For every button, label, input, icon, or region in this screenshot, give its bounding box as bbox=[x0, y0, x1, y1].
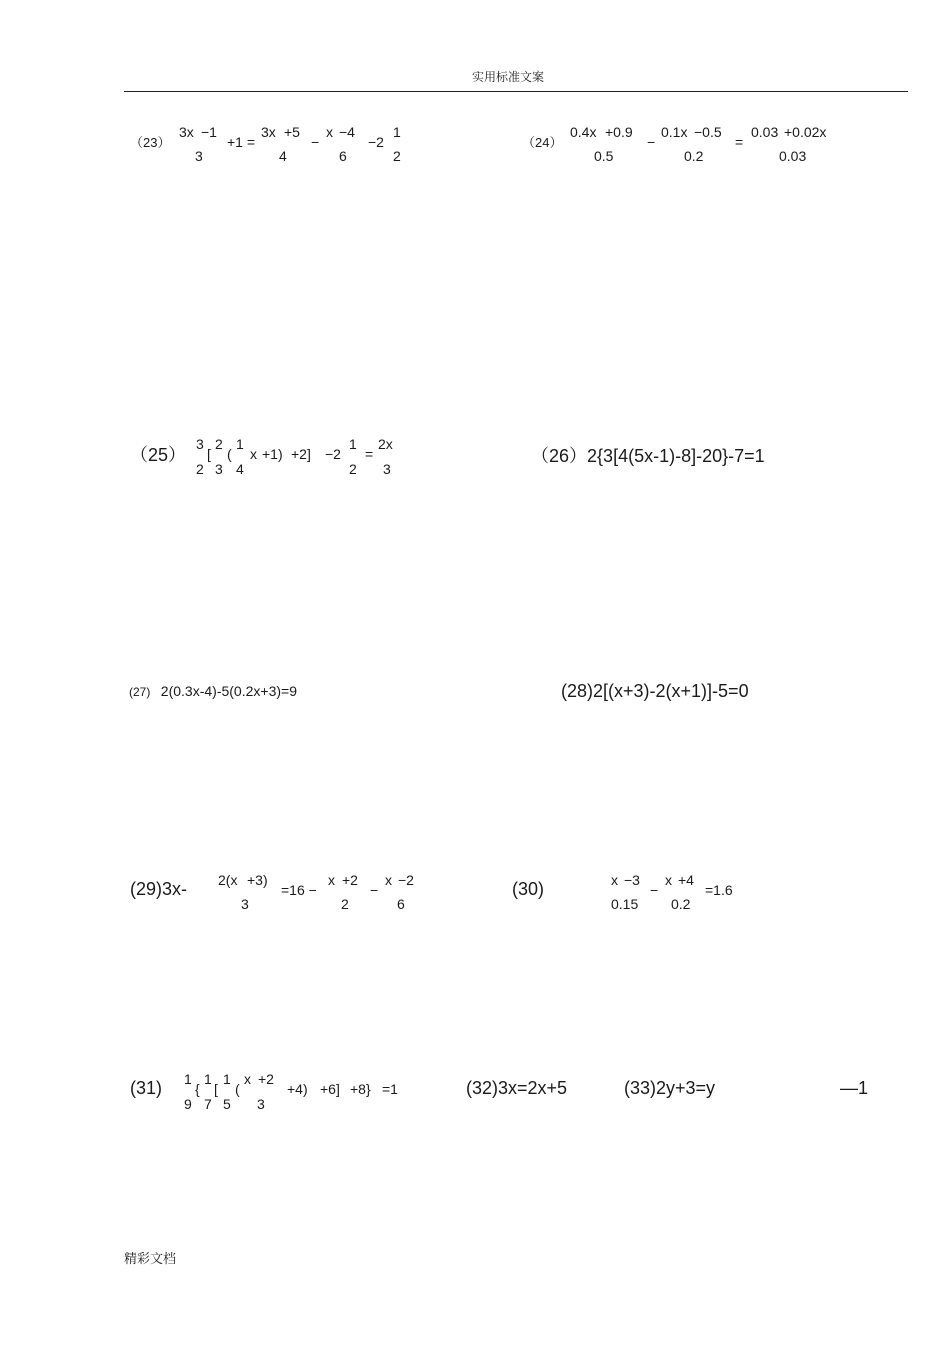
numerator-term: +0.02x bbox=[784, 124, 827, 140]
numerator-term: x bbox=[326, 124, 333, 140]
problem-33: (33)2y+3=y bbox=[624, 1078, 716, 1098]
denominator: 5 bbox=[223, 1096, 231, 1112]
trailing-text: —1 bbox=[840, 1078, 869, 1098]
numerator-term: −2 bbox=[398, 872, 414, 888]
problem-26 bbox=[531, 442, 765, 468]
numerator-term: 2 bbox=[215, 436, 223, 452]
numerator-term: +4 bbox=[678, 872, 694, 888]
denominator: 6 bbox=[339, 148, 347, 164]
denominator: 0.2 bbox=[684, 148, 704, 164]
operator: = bbox=[365, 446, 374, 462]
numerator-term: x bbox=[611, 872, 618, 888]
numerator-term: 1 bbox=[236, 436, 244, 452]
numerator-term: x bbox=[385, 872, 392, 888]
denominator: 2 bbox=[393, 148, 401, 164]
denominator: 6 bbox=[397, 896, 405, 912]
problem-label: （25） bbox=[130, 445, 187, 465]
numerator-term: 0.03 bbox=[751, 124, 779, 140]
denominator: 3 bbox=[215, 461, 223, 477]
denominator: 2 bbox=[349, 461, 357, 477]
problem-label: (31) bbox=[130, 1078, 163, 1098]
header-rule bbox=[124, 91, 908, 92]
operator: − bbox=[370, 882, 379, 898]
numerator-term: +2 bbox=[342, 872, 358, 888]
denominator: 3 bbox=[195, 148, 203, 164]
problem-label: (29)3x- bbox=[130, 879, 188, 899]
numerator-term: 0.4x bbox=[570, 124, 597, 140]
problem-label: （23） bbox=[130, 135, 171, 150]
operator: −2 bbox=[325, 446, 341, 462]
bracket: { bbox=[195, 1081, 200, 1097]
operator: +1) bbox=[262, 446, 283, 462]
bracket: ( bbox=[235, 1081, 240, 1097]
operator: = bbox=[735, 134, 744, 150]
numerator-term: 2x bbox=[378, 436, 393, 452]
bracket: ( bbox=[227, 446, 232, 462]
operator: +6] bbox=[320, 1081, 340, 1097]
problem-label: （26） bbox=[531, 446, 588, 466]
denominator: 4 bbox=[236, 461, 244, 477]
operator: +4) bbox=[287, 1081, 308, 1097]
denominator: 0.2 bbox=[671, 896, 691, 912]
result: =1 bbox=[382, 1081, 398, 1097]
numerator-term: 3x bbox=[179, 124, 194, 140]
equation: 2(0.3x-4)-5(0.2x+3)=9 bbox=[160, 683, 297, 699]
numerator-term: +2 bbox=[258, 1071, 274, 1087]
numerator-term: 1 bbox=[204, 1071, 212, 1087]
numerator-term: −0.5 bbox=[694, 124, 722, 140]
problem-label: (27) bbox=[129, 685, 151, 699]
problem-28: (28)2[(x+3)-2(x+1)]-5=0 bbox=[561, 681, 749, 701]
numerator-term: −4 bbox=[339, 124, 355, 140]
denominator: 2 bbox=[341, 896, 349, 912]
numerator-term: x bbox=[328, 872, 335, 888]
denominator: 0.15 bbox=[611, 896, 639, 912]
denominator: 2 bbox=[196, 461, 204, 477]
numerator-term: −3 bbox=[624, 872, 640, 888]
problem-32: (32)3x=2x+5 bbox=[466, 1078, 568, 1098]
result: =1.6 bbox=[705, 882, 733, 898]
problem-27 bbox=[129, 683, 297, 701]
numerator-term: 1 bbox=[223, 1071, 231, 1087]
equation: 2{3[4(5x-1)-8]-20}-7=1 bbox=[587, 446, 765, 466]
numerator-term: 1 bbox=[184, 1071, 192, 1087]
denominator: 9 bbox=[184, 1096, 192, 1112]
numerator-term: +3) bbox=[247, 872, 268, 888]
numerator-term: +0.9 bbox=[605, 124, 633, 140]
operator: − bbox=[311, 134, 320, 150]
operator: =16 − bbox=[281, 882, 317, 898]
denominator: 3 bbox=[257, 1096, 265, 1112]
numerator-term: 2(x bbox=[218, 872, 238, 888]
bracket: [ bbox=[214, 1081, 218, 1097]
numerator-term: −1 bbox=[201, 124, 217, 140]
bracket: [ bbox=[207, 446, 211, 462]
problem-label: （24） bbox=[522, 135, 563, 150]
variable: x bbox=[250, 446, 257, 462]
operator: − bbox=[650, 882, 659, 898]
numerator-term: x bbox=[665, 872, 672, 888]
denominator: 7 bbox=[204, 1096, 212, 1112]
problem-label: (30) bbox=[512, 879, 545, 899]
numerator-term: 0.1x bbox=[661, 124, 688, 140]
denominator: 4 bbox=[279, 148, 287, 164]
numerator-term: 3 bbox=[196, 436, 204, 452]
numerator-term: x bbox=[244, 1071, 251, 1087]
numerator-term: 1 bbox=[349, 436, 357, 452]
operator: +2] bbox=[291, 446, 311, 462]
operator: +1 = bbox=[227, 134, 256, 150]
denominator: 0.03 bbox=[779, 148, 807, 164]
numerator-term: +5 bbox=[284, 124, 300, 140]
numerator-term: 3x bbox=[261, 124, 276, 140]
operator: +8} bbox=[350, 1081, 371, 1097]
denominator: 0.5 bbox=[594, 148, 614, 164]
numerator-term: 1 bbox=[393, 124, 401, 140]
denominator: 3 bbox=[383, 461, 391, 477]
denominator: 3 bbox=[241, 896, 249, 912]
page-footer: 精彩文档 bbox=[124, 1252, 177, 1267]
operator: − bbox=[647, 134, 656, 150]
operator: −2 bbox=[368, 134, 384, 150]
page-header: 实用标准文案 bbox=[472, 70, 545, 84]
